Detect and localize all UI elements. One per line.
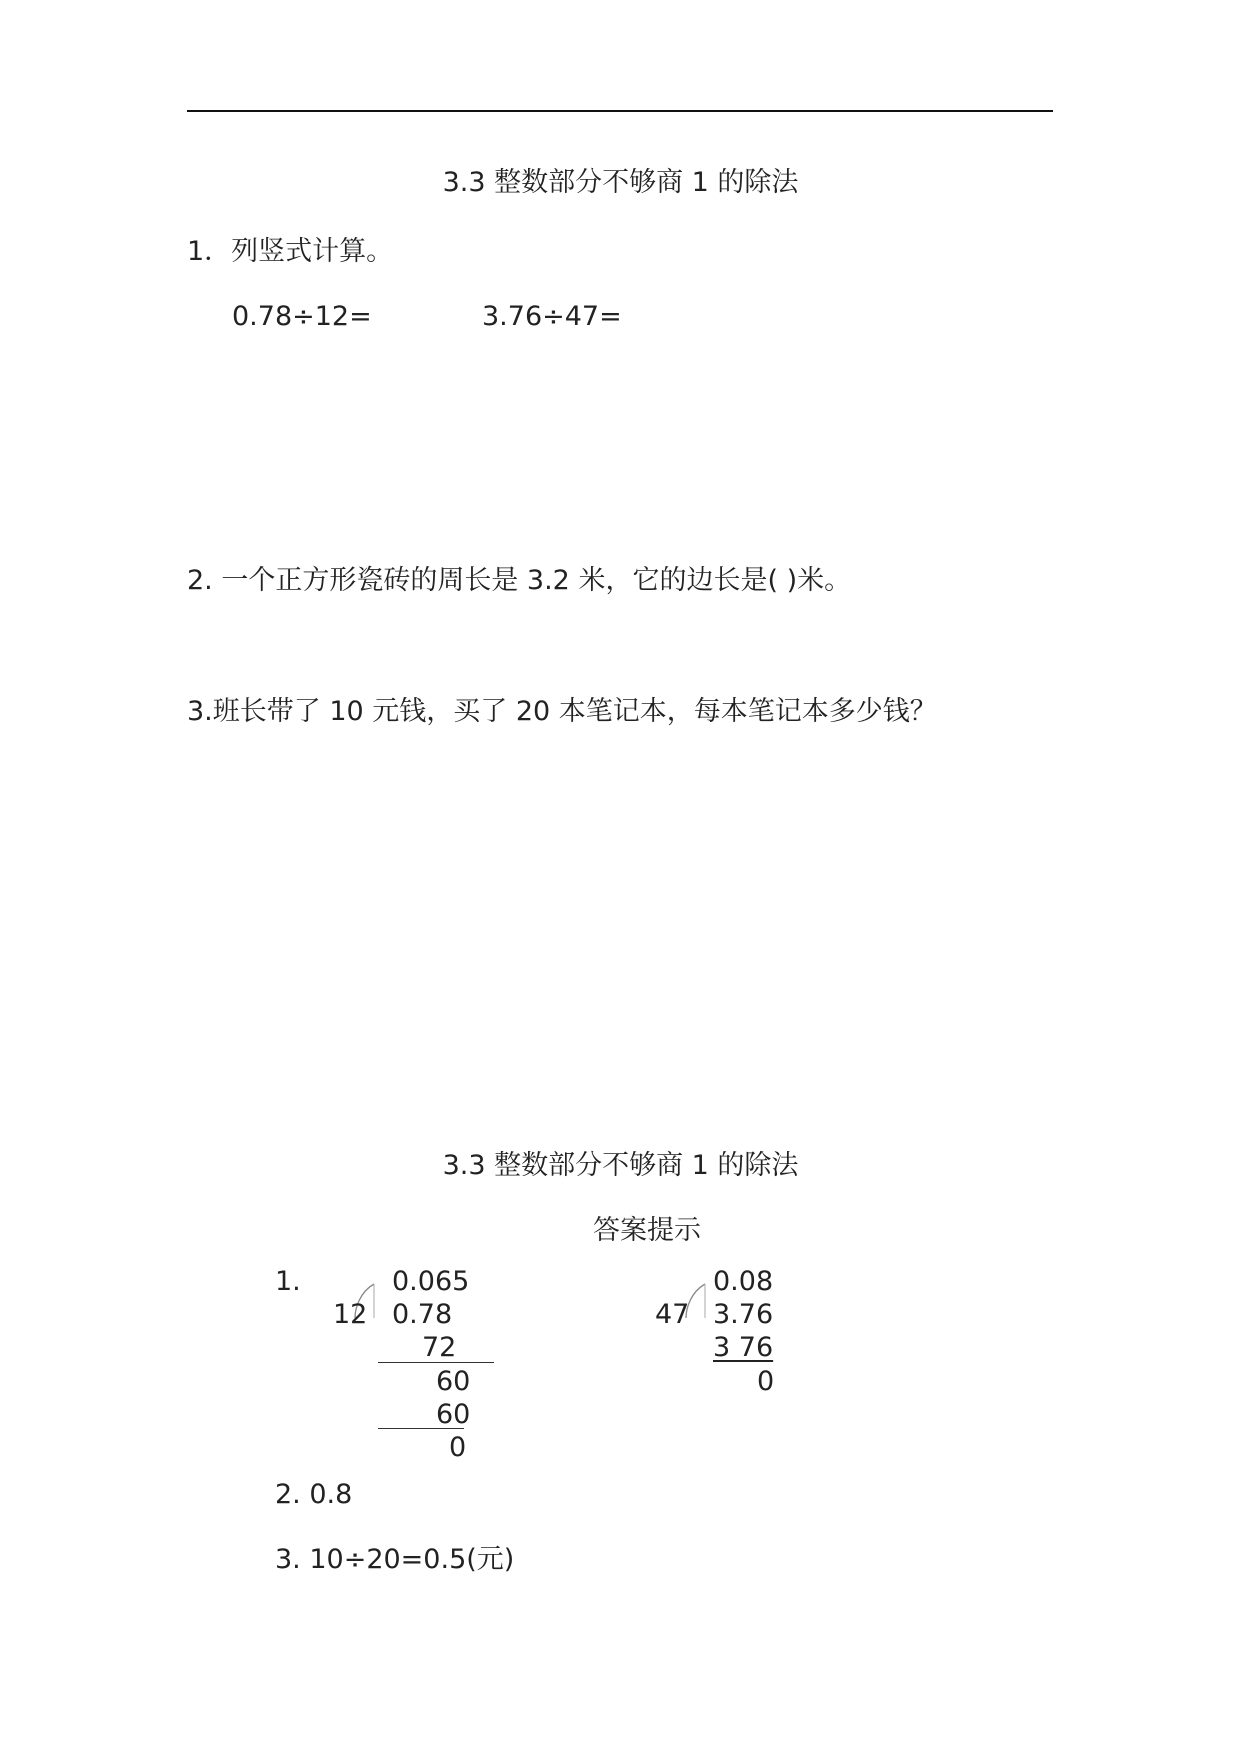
answer-2-text: 2. 0.8: [275, 1479, 353, 1510]
question-1-expression-a: 0.78÷12=: [232, 301, 372, 332]
answers-subtitle: 答案提示: [593, 1215, 701, 1246]
question-2-text: 2. 一个正方形瓷砖的周长是 3.2 米，它的边长是( )米。: [187, 565, 852, 596]
question-1-prompt: 1．列竖式计算。: [187, 236, 394, 267]
division-a-step-3: 60: [436, 1399, 471, 1430]
division-a-dividend: 0.78: [392, 1299, 453, 1330]
answer-3-text: 3. 10÷20=0.5(元): [275, 1544, 515, 1575]
division-b-dividend: 3.76: [713, 1299, 774, 1330]
division-b-quotient: 0.08: [713, 1266, 774, 1297]
division-b-step-1: 3 76: [713, 1332, 774, 1363]
division-b-remainder: 0: [757, 1366, 775, 1397]
header-rule: [187, 110, 1053, 112]
worksheet-title: 3.3 整数部分不够商 1 的除法: [442, 167, 799, 198]
answers-title: 3.3 整数部分不够商 1 的除法: [442, 1150, 799, 1181]
answer-1-number: 1.: [275, 1266, 301, 1297]
division-a-divisor: 12: [333, 1299, 368, 1330]
question-1-expression-b: 3.76÷47=: [482, 301, 622, 332]
division-a-step-2: 60: [436, 1366, 471, 1397]
division-a-step-1: 72: [422, 1332, 457, 1363]
division-b-divisor: 47: [655, 1299, 690, 1330]
division-a-quotient: 0.065: [392, 1266, 470, 1297]
division-a-remainder: 0: [449, 1432, 467, 1463]
question-3-text: 3.班长带了 10 元钱，买了 20 本笔记本，每本笔记本多少钱？: [187, 696, 937, 727]
division-a-rule-2: [378, 1428, 464, 1429]
division-a-rule-1: [378, 1362, 494, 1363]
